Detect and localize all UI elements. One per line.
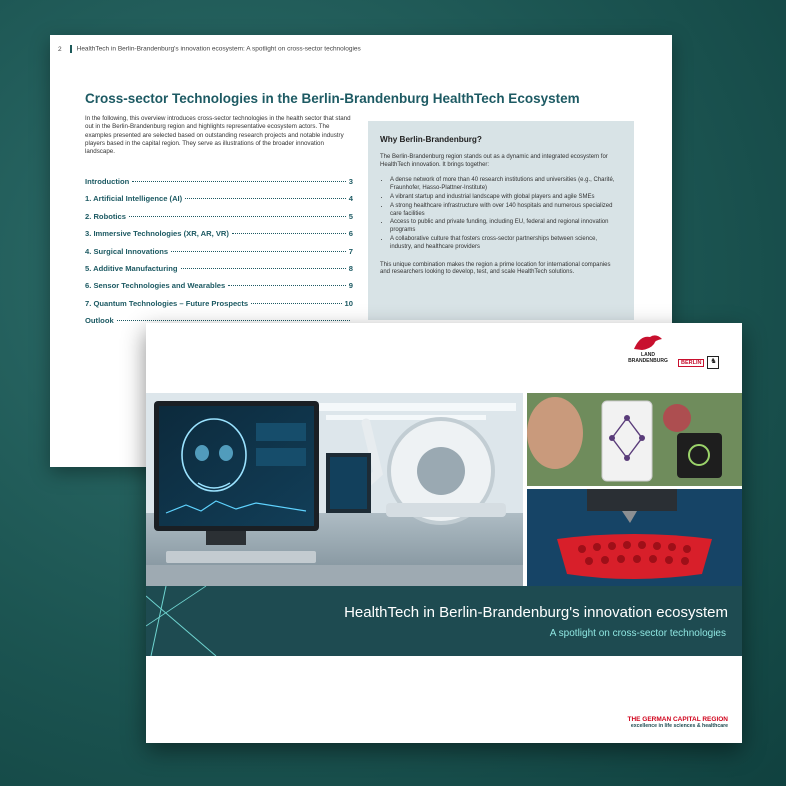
toc-entry-immersive[interactable]: 3. Immersive Technologies (XR, AR, VR) 6	[85, 229, 353, 239]
sidebox-list	[380, 177, 620, 251]
page-number: 2	[58, 45, 62, 53]
list-item: • A collaborative culture that fosters cross-sector partnerships between science, industry, and healthcare providers	[390, 236, 620, 252]
decorative-lines	[146, 586, 266, 656]
tablet-molecule-photo	[527, 393, 742, 486]
toc-entry-quantum[interactable]: 7. Quantum Technologies – Future Prospects 10	[85, 298, 353, 308]
sidebox-intro: The Berlin-Brandenburg region stands out as a dynamic and integrated ecosystem for HealthTech innovation. It brings together:	[380, 153, 608, 168]
why-berlin-brandenburg-box	[368, 121, 634, 320]
3d-printing-photo	[527, 489, 742, 586]
toc-entry-introduction[interactable]: Introduction 3	[85, 177, 353, 186]
lab-illustration	[146, 393, 523, 586]
table-of-contents	[85, 177, 353, 334]
berlin-logo	[678, 356, 719, 369]
toc-entry-outlook[interactable]: Outlook	[85, 316, 353, 333]
toc-leader	[181, 268, 346, 269]
toc-entry-sensors[interactable]: 6. Sensor Technologies and Wearables 9	[85, 281, 353, 291]
sidebox-closing: This unique combination makes the region a prime location for international companies and researchers looking to develop, test, and scale HealthTech solutions.	[380, 261, 611, 276]
cover-page	[146, 323, 742, 743]
tagline-sub: excellence in life sciences & healthcare	[630, 723, 728, 729]
cover-subtitle: A spotlight on cross-sector technologies	[549, 628, 726, 639]
page-title: Cross-sector Technologies in the Berlin-Brandenburg HealthTech Ecosystem	[85, 91, 580, 106]
tagline-main: THE GERMAN CAPITAL REGION	[627, 716, 728, 723]
cover-title: HealthTech in Berlin-Brandenburg's innovation ecosystem	[344, 604, 728, 621]
list-item: • A vibrant startup and industrial landscape with global players and agile SMEs	[390, 194, 620, 202]
brandenburg-logo	[624, 331, 672, 369]
3d-print-illustration	[527, 489, 742, 586]
toc-leader	[132, 181, 345, 182]
tablet-illustration	[527, 393, 742, 486]
brandenburg-logo-text: LAND BRANDENBURG	[628, 352, 668, 364]
toc-leader	[251, 303, 341, 304]
list-item: • A dense network of more than 40 research institutions and universities (e.g., Charité, Fraunhofer, Hasso-Plattner-Institute)	[390, 177, 620, 193]
intro-paragraph: In the following, this overview introduces cross-sector technologies in the health sector that stand out in the Berlin-Brandenburg region and highlights representative ecosystem actors. The examples presented are selected based on outstanding research projects and notable industry players based in the capital region. They serve as illustrations of the broader innovation landscape.	[85, 115, 351, 156]
toc-leader	[185, 198, 346, 199]
toc-leader	[228, 285, 346, 286]
cover-banner	[146, 586, 742, 656]
running-header	[58, 45, 361, 53]
bear-icon: ♞	[707, 356, 719, 369]
medical-lab-photo	[146, 393, 523, 586]
running-header-text: HealthTech in Berlin-Brandenburg's innovation ecosystem: A spotlight on cross-sector technologies	[76, 45, 361, 53]
list-item: • Access to public and private funding, including EU, federal and regional innovation programs	[390, 219, 620, 235]
header-bar	[70, 45, 72, 53]
toc-leader	[129, 216, 346, 217]
sidebox-heading: Why Berlin-Brandenburg?	[380, 135, 482, 144]
capital-region-tagline	[627, 716, 728, 729]
toc-entry-ai[interactable]: 1. Artificial Intelligence (AI) 4	[85, 194, 353, 204]
toc-entry-additive[interactable]: 5. Additive Manufacturing 8	[85, 263, 353, 273]
toc-leader	[171, 251, 346, 252]
list-item: • A strong healthcare infrastructure with over 140 hospitals and numerous specialized care facilities	[390, 203, 620, 219]
berlin-logo-text: BERLIN	[678, 359, 704, 367]
toc-entry-surgical[interactable]: 4. Surgical Innovations 7	[85, 246, 353, 256]
toc-leader	[117, 320, 350, 321]
logo-group	[614, 331, 734, 371]
toc-entry-robotics[interactable]: 2. Robotics 5	[85, 211, 353, 221]
eagle-icon	[624, 331, 672, 353]
toc-leader	[232, 233, 346, 234]
